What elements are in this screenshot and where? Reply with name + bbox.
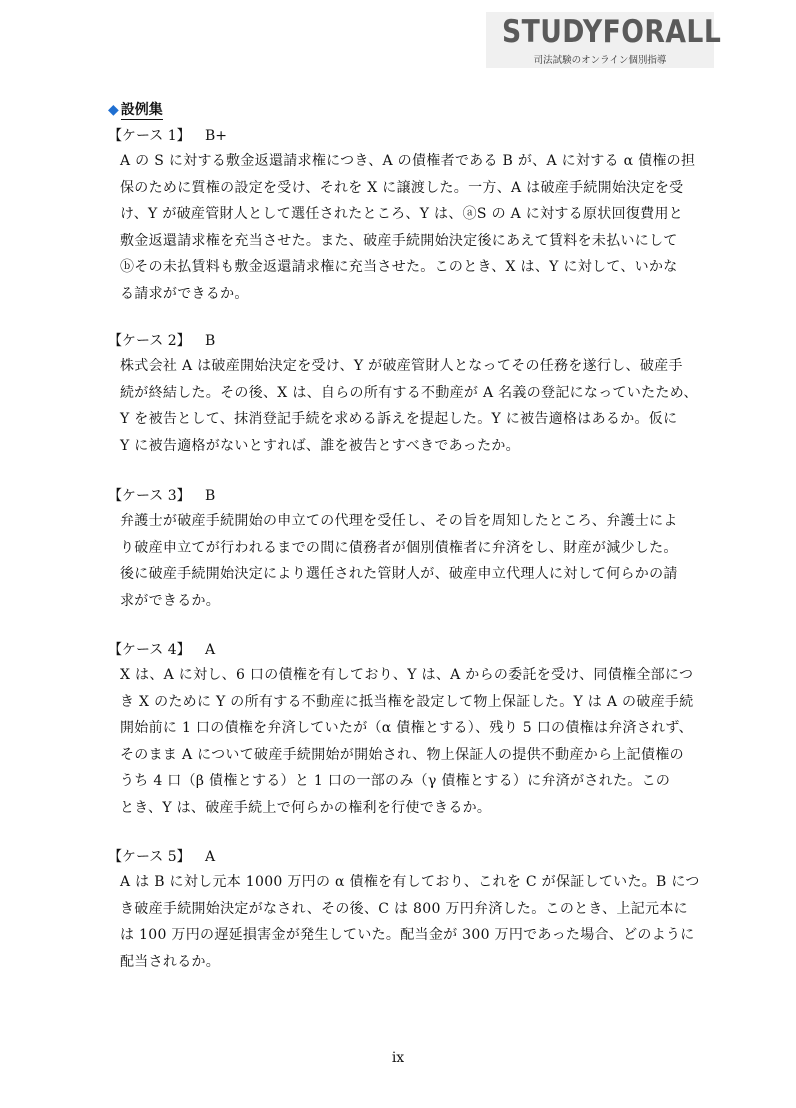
case-body	[108, 353, 723, 459]
case-line: A は B に対し元本 1000 万円の α 債権を有しており、これを C が保証していた。B につ	[120, 874, 700, 890]
case-label: 【ケース 4】	[108, 642, 191, 658]
section-title-label: 設例集	[121, 99, 163, 120]
case-line: き X のために Y の所有する不動産に抵当権を設定して物上保証した。Y は A の破産手続	[120, 693, 694, 710]
case-line: 敷金返還請求権を充当させた。また、破産手続開始決定後にあえて賃料を未払いにして	[120, 232, 678, 249]
logo-subtitle: 司法試験のオンライン個別指導	[533, 55, 667, 66]
case-line: とき、Y は、破産手続上で何らかの権利を行使できるか。	[120, 799, 492, 816]
case-rank: B	[205, 333, 216, 349]
case-line: ⓑその未払賃料も敷金返還請求権に充当させた。このとき、X は、Y に対して、いかな	[120, 259, 678, 275]
logo-title: STUDYFORALL	[501, 14, 722, 50]
case-line: 開始前に 1 口の債権を弁済していたが（α 債権とする）、残り 5 口の債権は弁済されず、	[120, 720, 693, 736]
case-3	[108, 484, 723, 614]
case-heading	[108, 638, 723, 662]
case-heading	[108, 484, 723, 508]
case-heading	[108, 124, 723, 148]
case-body	[108, 148, 723, 307]
case-line: Y を被告として、抹消登記手続を求める訴えを提起した。Y に被告適格はあるか。仮に	[120, 411, 678, 427]
case-body	[108, 508, 723, 614]
case-line: 求ができるか。	[120, 592, 221, 609]
section-title	[108, 99, 163, 120]
case-line: け、Y が破産管財人として選任されたところ、Y は、ⓐS の A に対する原状回復費用と	[120, 206, 684, 222]
case-line: うち 4 口（β 債権とする）と 1 口の一部のみ（γ 債権とする）に弁済がされた。この	[120, 773, 671, 789]
case-line: る請求ができるか。	[120, 285, 249, 302]
diamond-icon: ◆	[108, 101, 119, 118]
case-heading	[108, 845, 723, 869]
case-heading	[108, 329, 723, 353]
case-line: 株式会社 A は破産開始決定を受け、Y が破産管財人となってその任務を遂行し、破産手	[120, 358, 683, 374]
case-line: り破産申立てが行われるまでの間に債務者が個別債権者に弁済をし、財産が減少した。	[120, 539, 678, 556]
case-label: 【ケース 1】	[108, 128, 191, 144]
case-rank: A	[205, 642, 216, 658]
case-label: 【ケース 2】	[108, 333, 191, 349]
case-line: 弁護士が破産手続開始の申立ての代理を受任し、その旨を周知したところ、弁護士によ	[120, 513, 678, 529]
case-line: 保のために質権の設定を受け、それを X に譲渡した。一方、A は破産手続開始決定を受	[120, 179, 684, 196]
case-line: 後に破産手続開始決定により選任された管財人が、破産申立代理人に対して何らかの請	[120, 566, 678, 582]
case-4	[108, 638, 723, 821]
case-rank: B+	[205, 128, 228, 144]
case-body	[108, 662, 723, 821]
case-body	[108, 869, 723, 975]
case-5	[108, 845, 723, 975]
case-line: X は、A に対し、6 口の債権を有しており、Y は、A からの委託を受け、同債権全部につ	[120, 667, 694, 683]
case-label: 【ケース 3】	[108, 488, 191, 504]
case-line: Y に被告適格がないとすれば、誰を被告とすべきであったか。	[120, 437, 520, 454]
case-line: 配当されるか。	[120, 953, 221, 970]
studyforall-logo	[486, 12, 722, 68]
case-2	[108, 329, 723, 459]
page-number: ix	[391, 1050, 405, 1066]
case-line: は 100 万円の遅延損害金が発生していた。配当金が 300 万円であった場合、どのように	[120, 927, 695, 943]
case-rank: B	[205, 488, 216, 504]
case-line: そのまま A について破産手続開始が開始され、物上保証人の提供不動産から上記債権の	[120, 746, 684, 763]
case-line: き破産手続開始決定がなされ、その後、C は 800 万円弁済した。このとき、上記元本に	[120, 900, 688, 917]
case-label: 【ケース 5】	[108, 849, 191, 865]
case-rank: A	[205, 849, 216, 865]
case-line: 続が終結した。その後、X は、自らの所有する不動産が A 名義の登記になっていたため、	[120, 384, 698, 401]
case-1	[108, 124, 723, 307]
case-line: A の S に対する敷金返還請求権につき、A の債権者である B が、A に対する α 債権の担	[120, 153, 696, 169]
